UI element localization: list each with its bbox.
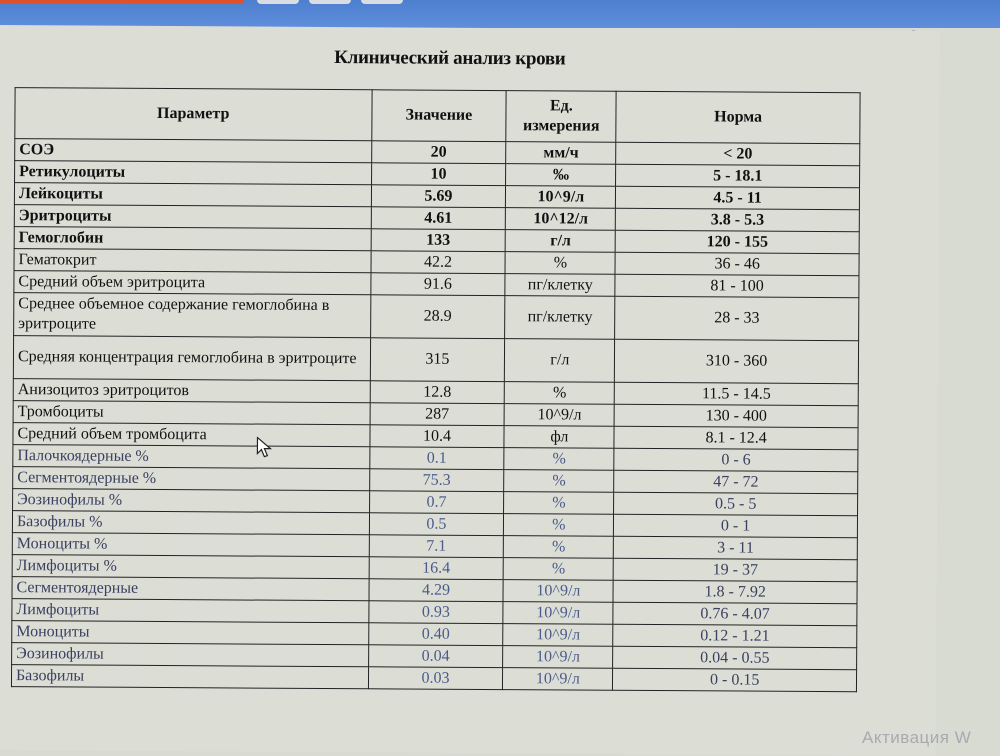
cell-parameter: Лейкоциты (14, 183, 371, 207)
cell-parameter: Среднее объемное содержание гемоглобина в эритроците (14, 293, 371, 338)
cell-parameter: СОЭ (15, 139, 372, 163)
cell-parameter: Эритроциты (14, 205, 371, 229)
header-parameter: Параметр (15, 88, 372, 141)
cell-value: 10 (371, 163, 506, 186)
mouse-cursor-icon (256, 437, 272, 459)
cell-parameter: Гемоглобин (14, 227, 371, 251)
cell-parameter: Средний объем тромбоцита (13, 423, 370, 447)
cell-parameter: Сегментоядерные (12, 577, 369, 601)
cell-parameter: Палочкоядерные % (13, 445, 370, 469)
cell-norm: 11.5 - 14.5 (615, 382, 859, 405)
table-row (13, 336, 858, 384)
cell-value: 0.04 (368, 645, 503, 668)
cell-unit: % (504, 448, 614, 471)
cell-unit: пг/клетку (505, 296, 615, 340)
cell-value: 12.8 (370, 381, 505, 404)
cell-value: 10.4 (369, 425, 504, 448)
cell-norm: 0 - 6 (614, 448, 858, 471)
cell-value: 4.29 (369, 579, 504, 602)
cell-value: 0.1 (369, 447, 504, 470)
cell-unit: 10^9/л (503, 668, 613, 691)
cell-value: 315 (370, 338, 505, 382)
cell-unit: 10^9/л (503, 646, 613, 669)
blood-test-table (11, 87, 861, 692)
windows-activation-watermark: Активация W (862, 728, 972, 747)
cell-norm: 47 - 72 (614, 470, 858, 493)
cell-parameter: Гематокрит (14, 249, 371, 273)
cell-unit: % (504, 470, 614, 493)
cell-norm: 19 - 37 (613, 558, 857, 581)
cell-norm: 5 - 18.1 (616, 164, 860, 187)
cell-norm: 81 - 100 (615, 274, 859, 297)
cell-unit: % (505, 252, 615, 275)
cell-parameter: Лимфоциты % (12, 555, 369, 579)
header-unit: Ед. измерения (506, 91, 616, 143)
cell-norm: < 20 (616, 142, 860, 165)
cell-norm: 120 - 155 (615, 230, 859, 253)
cell-norm: 0.12 - 1.21 (613, 624, 857, 647)
cell-unit: г/л (506, 230, 616, 253)
cell-parameter: Базофилы % (12, 511, 369, 535)
cell-value: 16.4 (369, 557, 504, 580)
cell-unit: 10^9/л (503, 624, 613, 647)
window-top-bar (0, 0, 1000, 28)
cell-unit: 10^9/л (503, 602, 613, 625)
cell-norm: 0 - 1 (614, 514, 858, 537)
cell-value: 7.1 (369, 535, 504, 558)
page-title: Клинический анализ крови (334, 47, 566, 70)
cell-value: 20 (371, 141, 506, 164)
cell-parameter: Моноциты (12, 621, 369, 645)
table-row (14, 293, 859, 341)
cell-norm: 3 - 11 (614, 536, 858, 559)
cell-parameter: Моноциты % (12, 533, 369, 557)
document-page (0, 25, 940, 756)
cell-norm: 1.8 - 7.92 (613, 580, 857, 603)
header-norm: Норма (616, 91, 860, 143)
cell-parameter: Сегментоядерные % (13, 467, 370, 491)
cell-norm: 3.8 - 5.3 (616, 208, 860, 231)
cell-norm: 0.04 - 0.55 (613, 646, 857, 669)
window-control-button-2[interactable] (309, 0, 351, 4)
cell-value: 0.7 (369, 491, 504, 514)
cell-norm: 0 - 0.15 (613, 668, 857, 691)
cell-unit: % (504, 536, 614, 559)
cell-norm: 36 - 46 (615, 252, 859, 275)
header-value: Значение (371, 90, 506, 142)
cell-value: 0.40 (368, 623, 503, 646)
cell-value: 42.2 (371, 251, 506, 274)
cell-parameter: Ретикулоциты (15, 161, 372, 185)
cell-norm: 28 - 33 (615, 296, 859, 340)
cell-value: 91.6 (370, 273, 505, 296)
cell-unit: г/л (505, 339, 615, 383)
cell-parameter: Средний объем эритроцита (14, 271, 371, 295)
cell-unit: 10^12/л (506, 208, 616, 231)
cell-value: 28.9 (370, 295, 505, 339)
cell-value: 0.5 (369, 513, 504, 536)
cell-unit: 10^9/л (503, 580, 613, 603)
cell-norm: 130 - 400 (614, 404, 858, 427)
window-control-button-3[interactable] (361, 0, 403, 4)
cell-unit: % (504, 514, 614, 537)
cell-unit: мм/ч (506, 142, 616, 165)
cell-norm: 4.5 - 11 (616, 186, 860, 209)
cell-parameter: Эозинофилы (12, 643, 369, 667)
window-control-button-1[interactable] (257, 0, 299, 4)
cell-value: 4.61 (371, 207, 506, 230)
cell-parameter: Тромбоциты (13, 401, 370, 425)
cell-norm: 0.5 - 5 (614, 492, 858, 515)
cell-parameter: Анизоцитоз эритроцитов (13, 379, 370, 403)
cell-value: 0.93 (368, 601, 503, 624)
close-button[interactable] (0, 0, 244, 4)
cell-norm: 0.76 - 4.07 (613, 602, 857, 625)
cell-unit: фл (504, 426, 614, 449)
cell-parameter: Эозинофилы % (13, 489, 370, 513)
cell-parameter: Средняя концентрация гемоглобина в эритроците (13, 336, 370, 381)
cell-unit: ‰ (506, 164, 616, 187)
table-row (11, 665, 856, 692)
cell-parameter: Базофилы (11, 665, 368, 689)
cell-unit: % (505, 382, 615, 405)
cell-parameter: Лимфоциты (12, 599, 369, 623)
cell-value: 0.03 (368, 667, 503, 690)
cell-unit: 10^9/л (504, 404, 614, 427)
cell-unit: % (504, 492, 614, 515)
cell-unit: 10^9/л (506, 186, 616, 209)
table-header-row (15, 88, 860, 144)
cell-value: 133 (371, 229, 506, 252)
cell-norm: 8.1 - 12.4 (614, 426, 858, 449)
cell-value: 5.69 (371, 185, 506, 208)
cell-unit: пг/клетку (505, 274, 615, 297)
cell-value: 287 (370, 403, 505, 426)
cell-value: 75.3 (369, 469, 504, 492)
cell-norm: 310 - 360 (615, 339, 859, 383)
cell-unit: % (504, 558, 614, 581)
